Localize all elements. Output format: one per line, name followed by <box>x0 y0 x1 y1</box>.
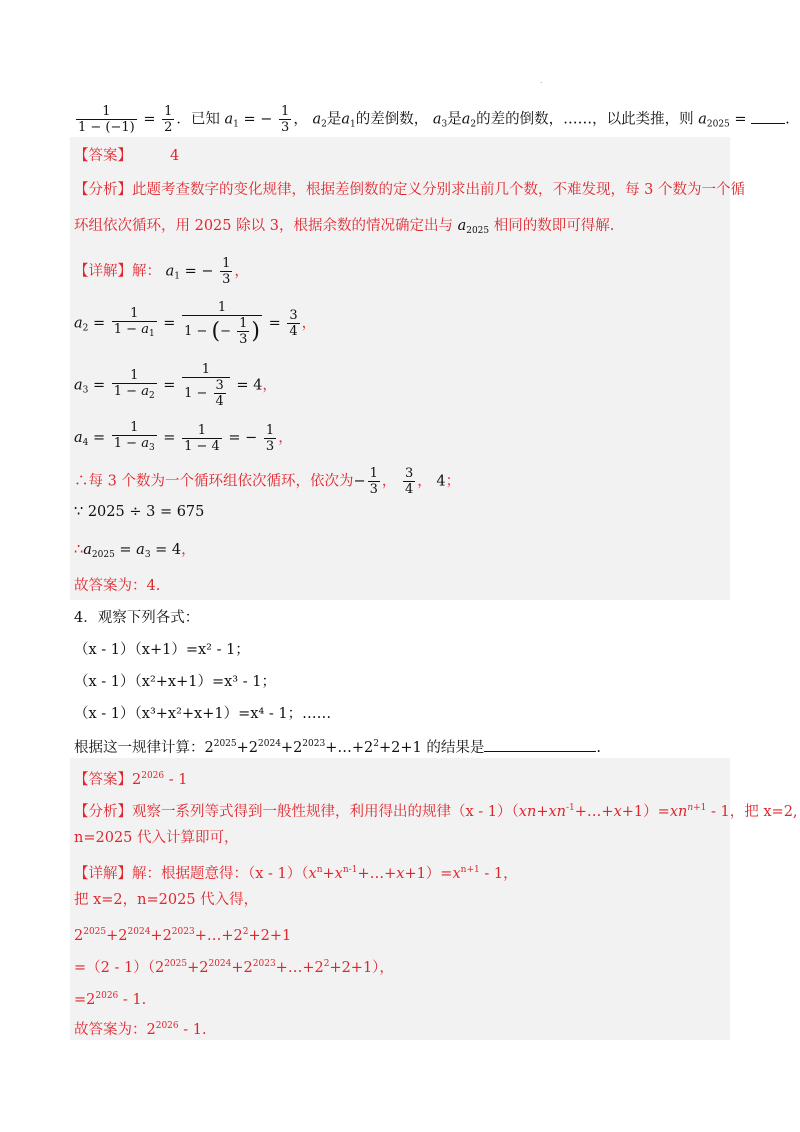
answer-line: 【答案】 4 <box>74 148 180 164</box>
problem-number: 4．观察下列各式： <box>74 610 200 626</box>
final-answer-line-p4: 故答案为：$2^{2026} - 1$. <box>74 1021 207 1038</box>
calc-line-2: $=(2 - 1)(2^{2025}+2^{2024}+2^{2023}+\dots+2^2+2+1)$， <box>74 959 394 976</box>
calc-line-1: $2^{2025}+2^{2024}+2^{2023}+\dots+2^2+2+1$ <box>74 927 292 944</box>
page-mark: . <box>540 76 543 85</box>
example-eq-2: （x - 1）（x²+x+1）=x³ - 1； <box>74 674 276 690</box>
detail-line-p4: 【详解】解：根据题意得：$(x - 1)(x^n+x^{n-1}+\dots+x+1)=x^{n+1} - 1$， <box>74 865 518 882</box>
analysis-line-p4: 【分析】观察一系列等式得到一般性规律，利用得出的规律$(x - 1)(xn+xn^{-1}+\dots+x+1)=xn^{n+1} - 1$，把 x=2, <box>74 803 798 820</box>
result-line: $\therefore a_{2025} = a_3 = 4$， <box>74 542 196 560</box>
question-line: 根据这一规律计算：$2^{2025}+2^{2024}+2^{2023}+\dots+2^2+2+1$ 的结果是 . <box>74 739 601 756</box>
equation-a2: $a_2$ = $\frac{1}{1 - a_1}$ = 1 1 − (− $\frac{1}{3}$ ) = $\frac{3}{4}$ ， <box>74 300 317 347</box>
equation-a3: $a_3$ = $\frac{1}{1 - a_2}$ = 1 1 − $\frac{3}{4}$ = 4， <box>74 362 277 409</box>
substitute-line: 把 x=2，n=2025 代入得， <box>74 892 259 908</box>
answer-line-2: 【答案】$2^{2026} - 1$ <box>74 771 188 788</box>
calc-line-3: $=2^{2026} - 1$. <box>74 991 147 1008</box>
final-answer-line: 故答案为：4. <box>74 578 161 594</box>
analysis-line-2: 环组依次循环，用 2025 除以 3，根据余数的情况确定出与 $a_{2025}$ 相同的数即可得解. <box>74 218 615 236</box>
division-line: ∵ 2025 ÷ 3 = 675 <box>74 504 205 520</box>
analysis-line: 【分析】此题考查数字的变化规律，根据差倒数的定义分别求出前几个数，不难发现，每 3 个数为一个循 <box>74 182 745 198</box>
equation-a4: $a_4$ = $\frac{1}{1 - a_3}$ = $\frac{1}{1 - 4}$ = − $\frac{1}{3}$ ， <box>74 420 293 454</box>
problem-statement-line: $\frac{1}{1 - (-1)}$ = $\frac{1}{2}$ ．已知 $a_1$ = − $\frac{1}{3}$ ， $a_2$是$a_1$的差倒数， $a_3$是$a_2$的差的倒数，……，以此类推，则 $a_{2025}$ = . <box>78 104 790 135</box>
example-eq-1: （x - 1）（x+1）=x² - 1； <box>74 642 250 658</box>
answer-blank <box>751 111 785 124</box>
example-eq-3: （x - 1）（x³+x²+x+1）=x⁴ - 1；…… <box>74 706 332 722</box>
analysis-line-p4-2: n=2025 代入计算即可， <box>74 830 239 846</box>
detail-line: 【详解】解： $a_1$ = − $\frac{1}{3}$ ， <box>74 256 249 287</box>
cycle-line: ∴每 3 个数为一个循环组依次循环，依次为− $\frac{1}{3}$ ， $\frac{3}{4}$ ， 4； <box>74 466 461 497</box>
fraction: $\frac{1}{1 - (-1)}$ <box>78 104 135 135</box>
answer-blank <box>484 739 596 752</box>
